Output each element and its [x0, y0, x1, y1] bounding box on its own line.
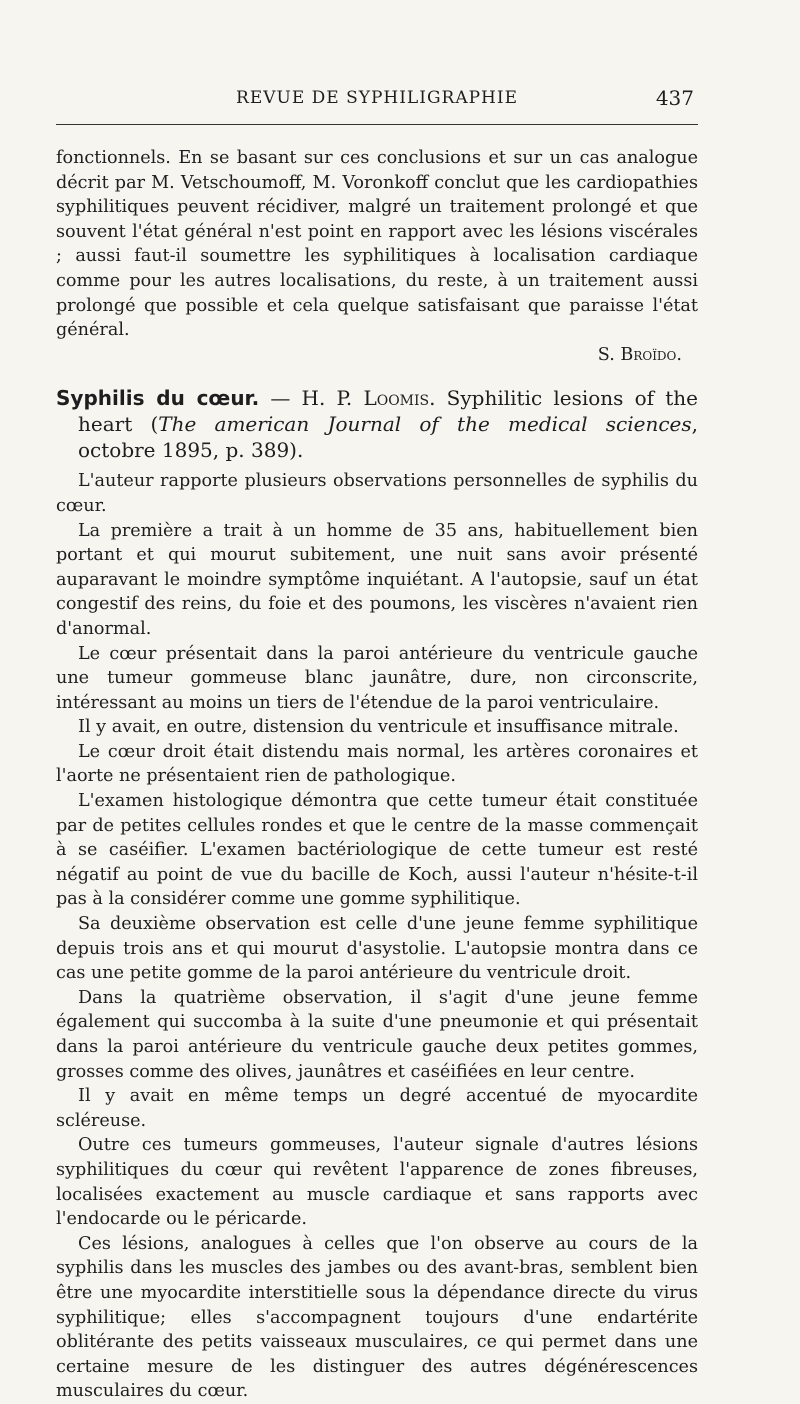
body-paragraph: L'auteur rapporte plusieurs observations personnelles de syphilis du cœur.: [56, 471, 698, 516]
continued-paragraph: fonctionnels. En se basant sur ces conclusions et sur un cas analogue décrit par M. Vetschoumoff, M. Voronkoff conclut que les cardiopathies syphilitiques peuvent récidiver, malgré un traitement prolongé et que souvent l'état général n'est point en rapport avec les lésions viscérales ; aussi faut-il soumettre les syphilitiques à localisation cardiaque comme pour les autres localisations, du reste, à un traitement aussi prolongé que possible et cela quelque satisfaisant que paraisse l'état général.: [56, 148, 698, 341]
body-paragraph: Le cœur droit était distendu mais normal, les artères coronaires et l'aorte ne présentaient rien de pathologique.: [56, 741, 698, 787]
article-heading: Syphilis du cœur. — H. P. Loomis. Syphilitic lesions of the heart (The american Journal of the medical sciences, octobre 1895, p. 389).: [56, 386, 698, 463]
reviewer-signature: S. Broïdo.: [597, 344, 682, 365]
body-paragraph: Le cœur présentait dans la paroi antérieure du ventricule gauche une tumeur gommeuse blanc jaunâtre, dure, non circonscrite, intéressant au moins un tiers de l'étendue de la paroi ventriculaire.: [56, 643, 698, 713]
body-paragraph: Ces lésions, analogues à celles que l'on observe au cours de la syphilis dans les muscles des jambes ou des avant-bras, semblent bien être une myocardite interstitielle sous la dépendance directe du virus syphilitique; elles s'accompagnent toujours d'une endartérite oblitérante des petits vaisseaux musculaires, ce qui permet dans une certaine mesure de les distinguer des autres dégénérescences musculaires du cœur.: [56, 1233, 698, 1402]
running-header: [56, 86, 698, 116]
article-author: Loomis: [363, 386, 430, 411]
page-body: [56, 146, 698, 1404]
body-paragraph: Sa deuxième observation est celle d'une jeune femme syphilitique depuis trois ans et qui mourut d'asystolie. L'autopsie montra dans ce cas une petite gomme de la paroi antérieure du ventricule droit.: [56, 914, 698, 984]
body-paragraph: L'examen histologique démontra que cette tumeur était constituée par de petites cellules rondes et que le centre de la masse commençait à se caséifier. L'examen bactériologique de cette tumeur est resté négatif au point de vue du bacille de Koch, aussi l'auteur n'hésite-t-il pas à la considérer comme une gomme syphilitique.: [56, 791, 698, 910]
body-paragraph: Outre ces tumeurs gommeuses, l'auteur signale d'autres lésions syphilitiques du cœur qui revêtent l'apparence de zones fibreuses, localisées exactement au muscle cardiaque et sans rapports avec l'endocarde ou le péricarde.: [56, 1135, 698, 1230]
body-paragraph: Il y avait, en outre, distension du ventricule et insuffisance mitrale.: [78, 717, 679, 738]
body-paragraph: La première a trait à un homme de 35 ans, habituellement bien portant et qui mourut subitement, une nuit sans avoir présenté auparavant le moindre symptôme inquiétant. A l'autopsie, sauf un état congestif des reins, du foie et des poumons, les viscères n'avaient rien d'anormal.: [56, 520, 698, 639]
body-paragraph: Il y avait en même temps un degré accentué de myocardite scléreuse.: [56, 1086, 698, 1131]
header-rule: [56, 124, 698, 125]
page-number: 437: [655, 86, 694, 110]
running-title: REVUE DE SYPHILIGRAPHIE: [236, 88, 518, 108]
article-subject: Syphilis du cœur.: [56, 386, 260, 411]
body-paragraph: Dans la quatrième observation, il s'agit d'une jeune femme également qui succomba à la suite d'une pneumonie et qui présentait dans la paroi antérieure du ventricule gauche deux petites gommes, grosses comme des olives, jaunâtres et caséifiées en leur centre.: [56, 987, 698, 1082]
journal-title: The american Journal of the medical sciences: [158, 412, 692, 437]
